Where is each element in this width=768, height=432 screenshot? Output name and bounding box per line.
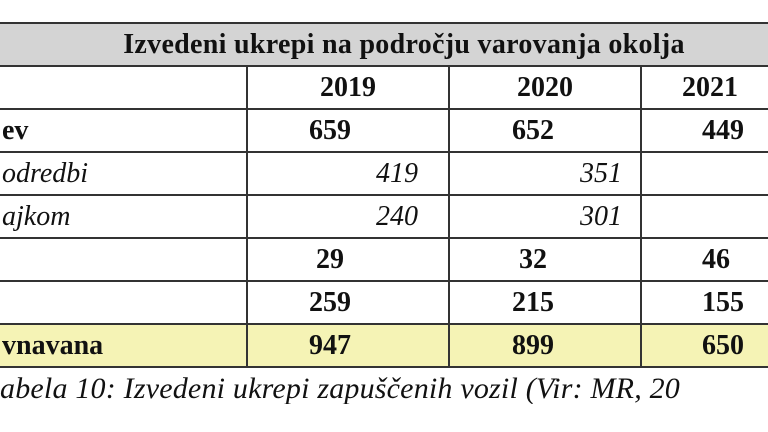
value-2020: 899 — [449, 324, 641, 367]
value-2021 — [641, 195, 768, 238]
value-2021: 46 — [641, 238, 768, 281]
value-2019: 947 — [247, 324, 449, 367]
value-2019: 240 — [247, 195, 449, 238]
value-2021 — [641, 152, 768, 195]
measures-table — [0, 22, 768, 368]
total-row — [0, 324, 768, 367]
value-2021: 449 — [641, 109, 768, 152]
table-title: Izvedeni ukrepi na področju varovanja okolja — [0, 23, 768, 66]
value-2020: 32 — [449, 238, 641, 281]
value-2020: 301 — [449, 195, 641, 238]
table-row — [0, 152, 768, 195]
value-2019: 419 — [247, 152, 449, 195]
value-2021: 155 — [641, 281, 768, 324]
value-2020: 351 — [449, 152, 641, 195]
table-title-row — [0, 23, 768, 66]
value-2021: 650 — [641, 324, 768, 367]
table-row — [0, 238, 768, 281]
value-2019: 29 — [247, 238, 449, 281]
row-label: odredbi — [0, 152, 247, 195]
year-header-2020: 2020 — [449, 66, 641, 109]
table-caption: abela 10: Izvedeni ukrepi zapuščenih vozil (Vir: MR, 20 — [0, 374, 680, 404]
year-header-2021: 2021 — [641, 66, 768, 109]
table-row — [0, 281, 768, 324]
row-label: ev — [0, 109, 247, 152]
row-label — [0, 281, 247, 324]
table-header-row — [0, 66, 768, 109]
table-row — [0, 195, 768, 238]
row-label: ajkom — [0, 195, 247, 238]
header-empty-cell — [0, 66, 247, 109]
table-row — [0, 109, 768, 152]
value-2020: 652 — [449, 109, 641, 152]
value-2020: 215 — [449, 281, 641, 324]
year-header-2019: 2019 — [247, 66, 449, 109]
value-2019: 259 — [247, 281, 449, 324]
value-2019: 659 — [247, 109, 449, 152]
row-label — [0, 238, 247, 281]
row-label: vnavana — [0, 324, 247, 367]
